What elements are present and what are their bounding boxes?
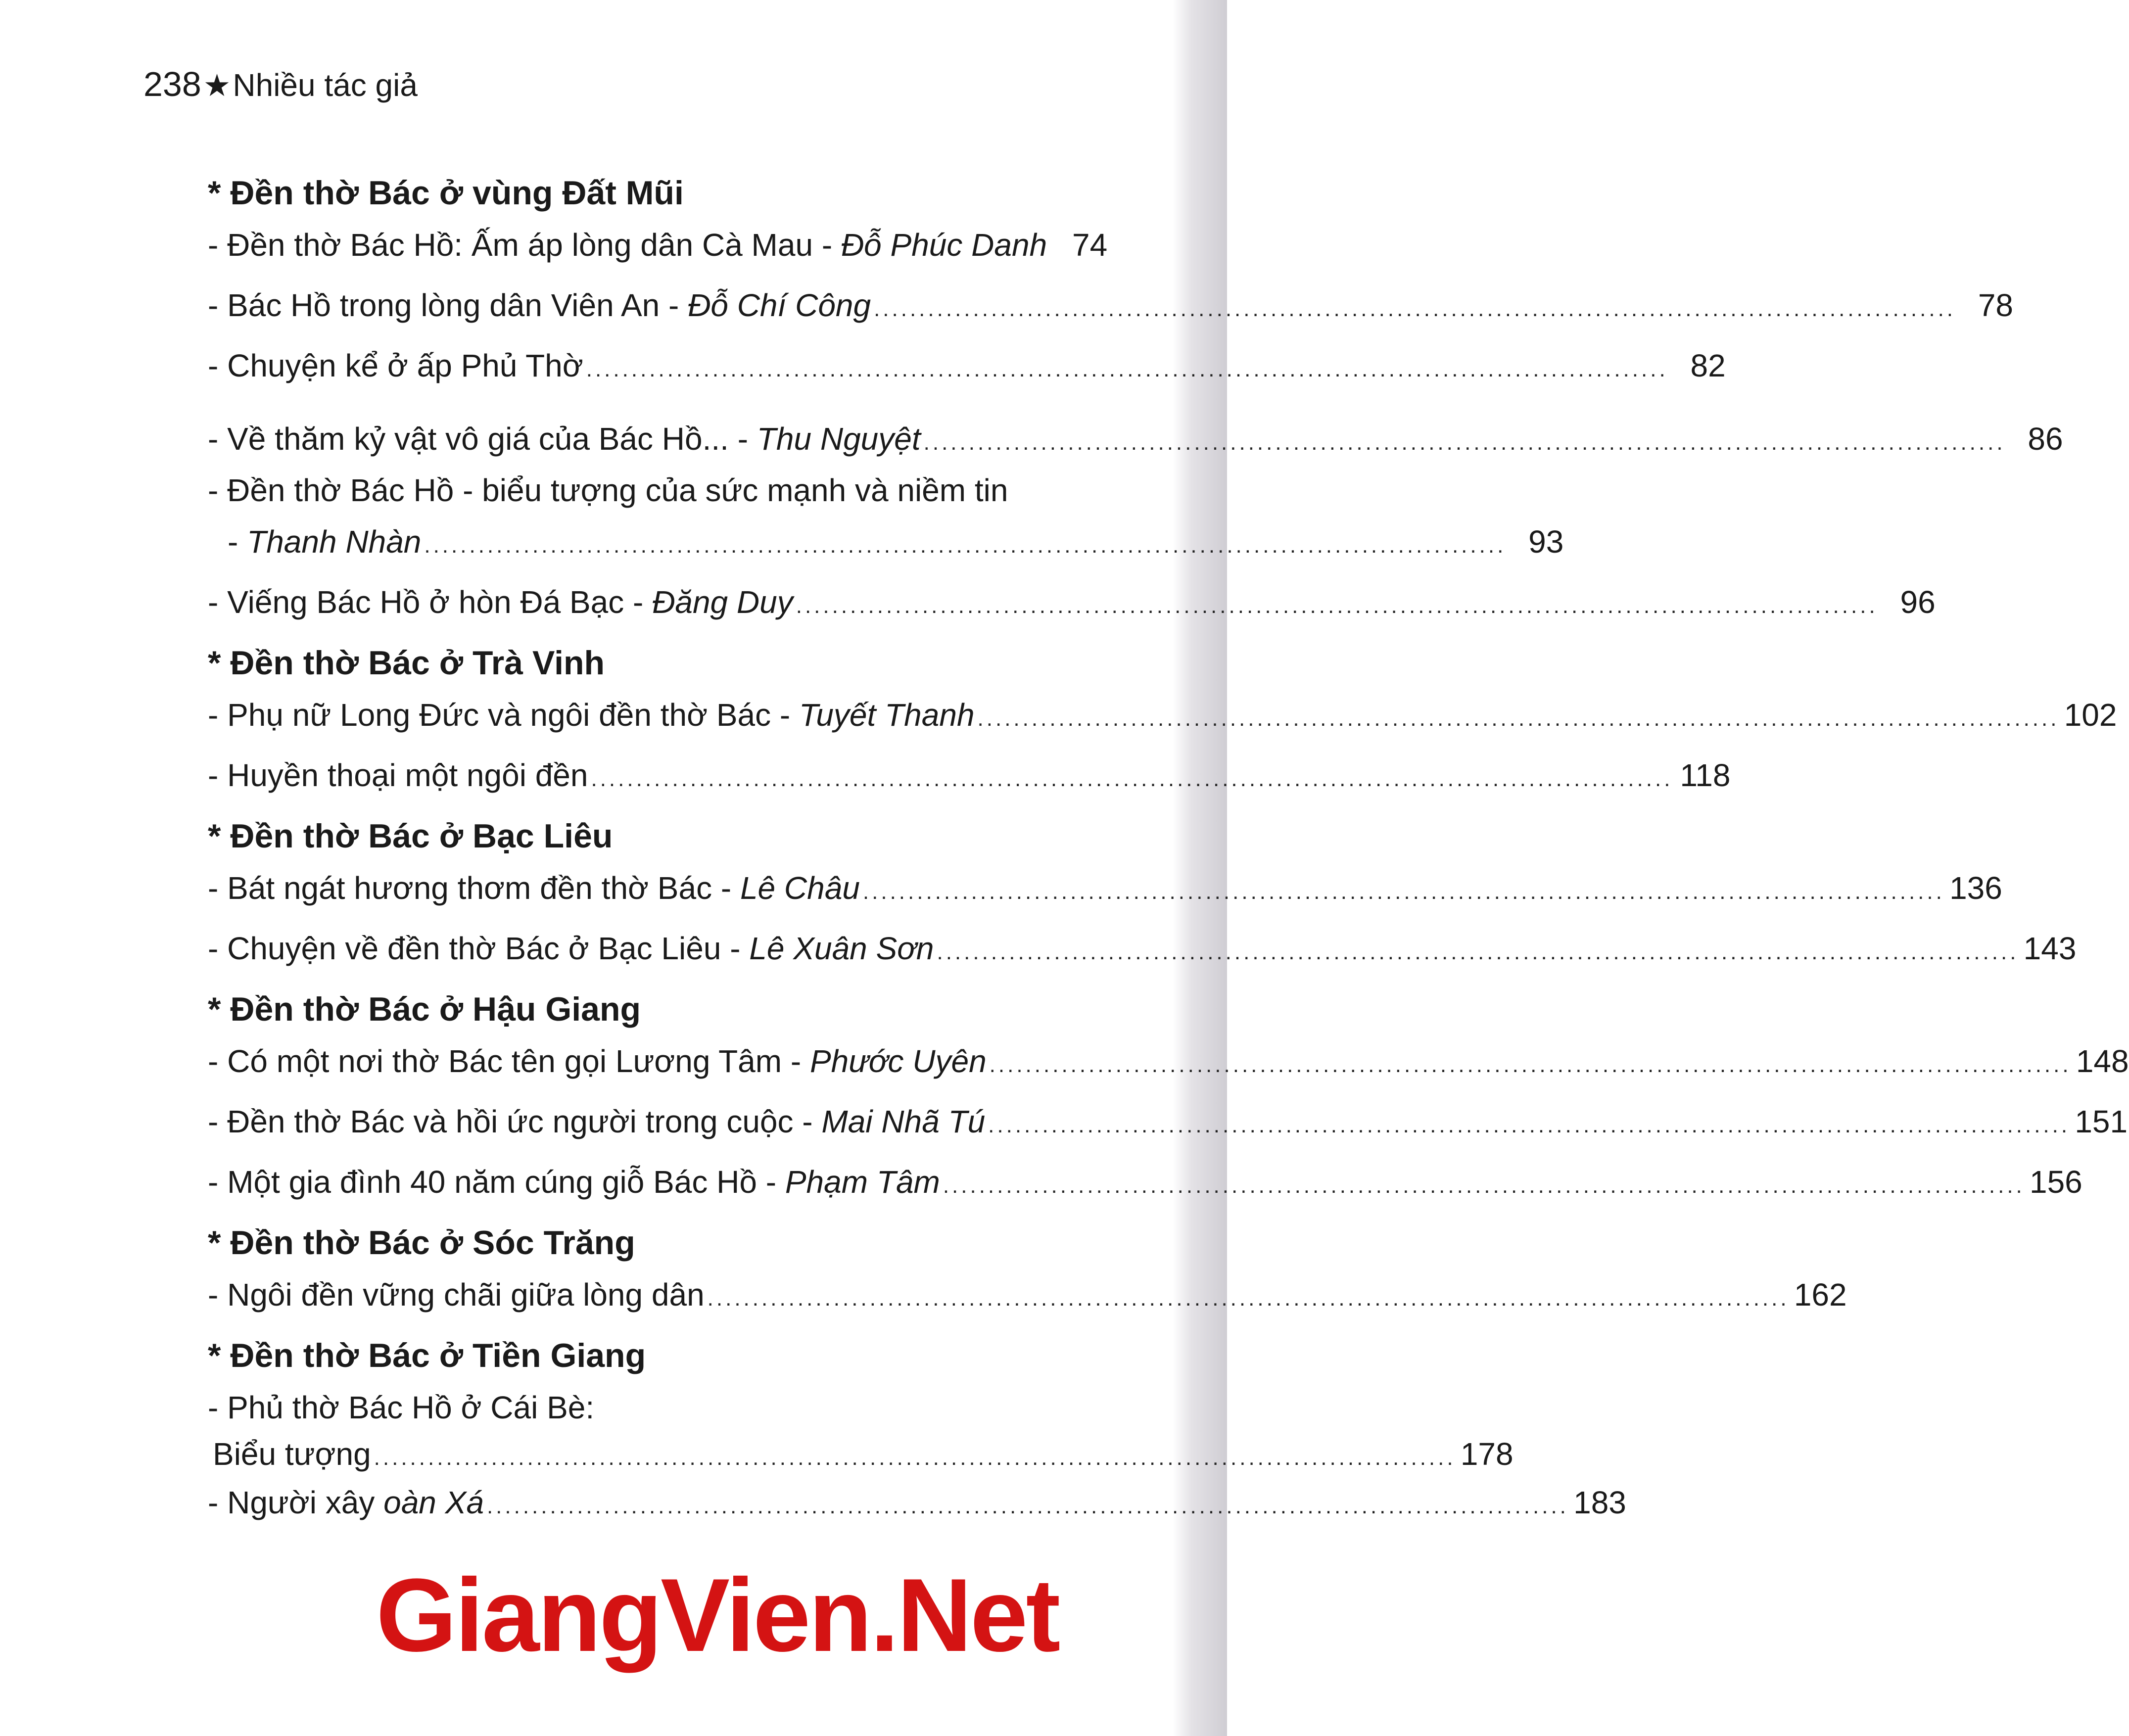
- entry-page: 118: [1680, 757, 1731, 793]
- entry-author: Thanh Nhàn: [247, 524, 422, 560]
- entry-title: - Người xây: [208, 1485, 384, 1520]
- entry-title-continued: -: [228, 524, 247, 560]
- toc-entry[interactable]: [208, 1163, 2082, 1201]
- entry-author: Mai Nhã Tú: [821, 1104, 986, 1139]
- toc-entry[interactable]: [208, 226, 1108, 264]
- star-icon: ★: [203, 69, 231, 103]
- entry-author: Đăng Duy: [652, 584, 793, 620]
- entry-title: - Đền thờ Bác Hồ - biểu tượng của sức mạnh và niềm tin: [208, 472, 1008, 508]
- toc-entry[interactable]: [208, 756, 1731, 795]
- entry-title-continued: Biểu tượng: [213, 1436, 371, 1472]
- dot-leader: ........................................................................................................................: [989, 1053, 2072, 1077]
- book-author: Nhiều tác giả: [233, 67, 418, 103]
- toc-entry[interactable]: [208, 929, 2077, 968]
- section-heading: * Đền thờ Bác ở Trà Vinh: [208, 644, 605, 682]
- section-heading: * Đền thờ Bác ở Tiền Giang: [208, 1337, 646, 1374]
- dot-leader: ........................................................................................................................: [988, 1113, 2071, 1137]
- entry-page: 136: [1949, 870, 2002, 906]
- toc-entry[interactable]: [208, 1388, 1514, 1473]
- entry-page: 86: [2028, 421, 2063, 457]
- entry-title: - Đền thờ Bác Hồ: Ấm áp lòng dân Cà Mau -: [208, 227, 841, 263]
- entry-title: - Huyền thoại một ngôi đền: [208, 757, 588, 793]
- toc-entry[interactable]: [208, 286, 2014, 325]
- dot-leader: ........................................................................................................................: [707, 1286, 1790, 1311]
- entry-page: 183: [1573, 1485, 1626, 1520]
- toc-entry[interactable]: [208, 1042, 2129, 1080]
- entry-title: - Về thăm kỷ vật vô giá của Bác Hồ... -: [208, 421, 757, 457]
- entry-title: - Bát ngát hương thơm đền thờ Bác -: [208, 870, 740, 906]
- entry-page: 102: [2064, 697, 2117, 733]
- entry-page: 82: [1690, 348, 1726, 383]
- entry-page: 156: [2029, 1164, 2082, 1200]
- entry-author: Thu Nguyệt: [757, 421, 921, 457]
- toc-entry[interactable]: [208, 420, 2063, 458]
- dot-leader: ........................................................................................................................: [862, 880, 1945, 904]
- entry-title: - Đền thờ Bác và hồi ức người trong cuộc -: [208, 1104, 822, 1139]
- entry-page: 162: [1794, 1277, 1847, 1313]
- dot-leader: ........................................................................................................................: [796, 594, 1878, 618]
- entry-author: Phạm Tâm: [785, 1164, 940, 1200]
- dot-leader: ........................................................................................................................: [374, 1446, 1456, 1470]
- entry-page: 143: [2023, 931, 2077, 966]
- entry-title: - Ngôi đền vững chãi giữa lòng dân: [208, 1277, 705, 1313]
- toc-entry[interactable]: [208, 1102, 2128, 1141]
- entry-title: - Có một nơi thờ Bác tên gọi Lương Tâm -: [208, 1043, 810, 1079]
- dot-leader: ........................................................................................................................: [923, 430, 2006, 455]
- dot-leader: ........................................................................................................................: [424, 533, 1507, 558]
- entry-page: 96: [1900, 584, 1936, 620]
- entry-author: Lê Xuân Sơn: [749, 931, 934, 966]
- toc-entry[interactable]: [208, 869, 2002, 907]
- entry-page: 78: [1978, 287, 2014, 323]
- toc-entry[interactable]: [208, 583, 1936, 621]
- entry-page: 151: [2075, 1104, 2128, 1139]
- section-heading: * Đền thờ Bác ở vùng Đất Mũi: [208, 174, 684, 212]
- entry-title: - Bác Hồ trong lòng dân Viên An -: [208, 287, 688, 323]
- entry-title: - Chuyện kể ở ấp Phủ Thờ: [208, 348, 583, 383]
- dot-leader: ........................................................................................................................: [874, 297, 1956, 321]
- entry-title: - Phủ thờ Bác Hồ ở Cái Bè:: [208, 1390, 595, 1425]
- toc-entry[interactable]: [208, 696, 2117, 734]
- entry-author: Đỗ Phúc Danh: [841, 227, 1047, 263]
- entry-title: - Phụ nữ Long Đức và ngôi đền thờ Bác -: [208, 697, 799, 733]
- entry-author: Phước Uyên: [809, 1043, 987, 1079]
- dot-leader: ........................................................................................................................: [586, 357, 1668, 381]
- section-heading: * Đền thờ Bác ở Hậu Giang: [208, 990, 641, 1028]
- toc-entry[interactable]: [208, 471, 1564, 561]
- entry-author: oàn Xá: [383, 1485, 484, 1520]
- dot-leader: ........................................................................................................................: [977, 706, 2060, 731]
- watermark-logo: GiangVien.Net: [376, 1557, 1059, 1673]
- entry-page: 93: [1528, 524, 1564, 560]
- entry-title: - Chuyện về đền thờ Bác ở Bạc Liêu -: [208, 931, 750, 966]
- entry-author: Lê Châu: [740, 870, 860, 906]
- entry-title: - Viếng Bác Hồ ở hòn Đá Bạc -: [208, 584, 653, 620]
- toc-entry[interactable]: [208, 346, 1726, 385]
- toc-entry[interactable]: [208, 1275, 1847, 1314]
- dot-leader: ........................................................................................................................: [937, 940, 2019, 964]
- page-number: 238: [143, 65, 201, 103]
- dot-leader: ........................................................................................................................: [486, 1494, 1569, 1518]
- entry-page: 148: [2076, 1043, 2129, 1079]
- table-of-contents: [208, 173, 2129, 1544]
- entry-author: Tuyết Thanh: [799, 697, 975, 733]
- dot-leader: ........................................................................................................................: [943, 1173, 2025, 1198]
- running-header: [143, 64, 418, 106]
- section-heading: * Đền thờ Bác ở Sóc Trăng: [208, 1224, 635, 1262]
- entry-page: 74: [1072, 227, 1108, 263]
- entry-page: 178: [1460, 1436, 1514, 1472]
- section-heading: * Đền thờ Bác ở Bạc Liêu: [208, 817, 613, 855]
- entry-title: - Một gia đình 40 năm cúng giỗ Bác Hồ -: [208, 1164, 785, 1200]
- toc-entry[interactable]: [208, 1483, 1626, 1522]
- entry-author: Đỗ Chí Công: [688, 287, 871, 323]
- dot-leader: ........................................................................................................................: [591, 767, 1673, 791]
